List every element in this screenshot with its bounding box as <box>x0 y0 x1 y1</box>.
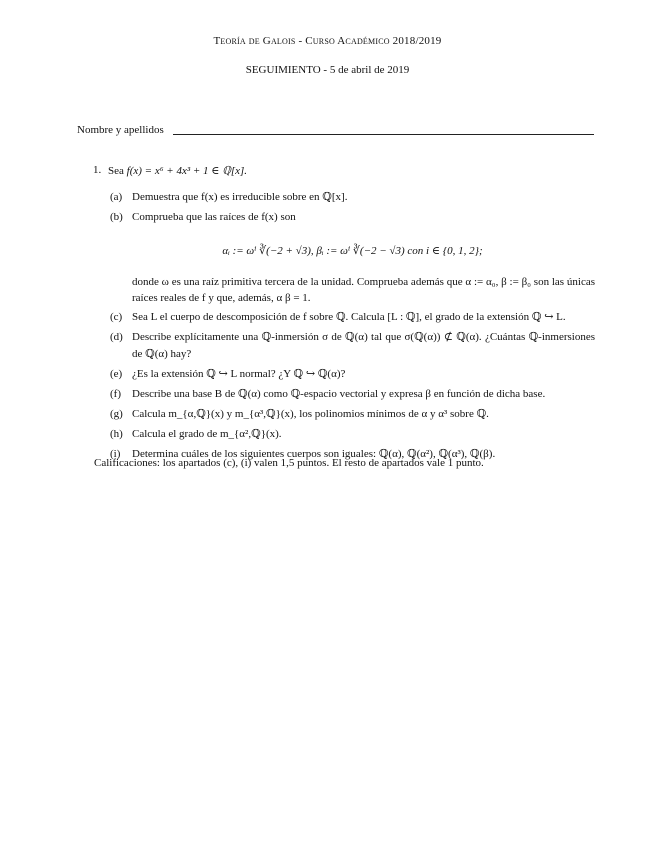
subquestion-c <box>110 309 595 326</box>
subquestion-label: (b) <box>110 211 123 223</box>
problem-statement-math: f(x) = x⁶ + 4x³ + 1 ∈ ℚ[x]. <box>126 165 248 177</box>
problem-statement <box>108 164 247 177</box>
name-row <box>77 124 594 140</box>
subquestion-b <box>110 209 595 226</box>
subquestion-text: Calcula el grado de m_{α²,ℚ}(x). <box>132 428 282 440</box>
subquestion-g <box>110 406 595 423</box>
problem-statement-prefix: Sea <box>108 165 124 177</box>
roots-formula: αᵢ := ωⁱ ∛(−2 + √3), βᵢ := ωⁱ ∛(−2 − √3) con i ∈ {0, 1, 2}; <box>222 245 483 257</box>
subquestion-label: (e) <box>110 368 123 380</box>
subquestion-e <box>110 366 595 383</box>
subquestion-d <box>110 329 595 363</box>
subquestion-text: Calcula m_{α,ℚ}(x) y m_{α³,ℚ}(x), los polinomios mínimos de α y α³ sobre ℚ. <box>132 408 489 420</box>
subquestion-text: Determina cuáles de los siguientes cuerpos son iguales: ℚ(α), ℚ(α²), ℚ(α³), ℚ(β). <box>132 448 496 460</box>
name-blank-line[interactable] <box>173 134 594 135</box>
name-label: Nombre y apellidos <box>77 124 164 136</box>
subquestion-text: ¿Es la extensión ℚ ↪ L normal? ¿Y ℚ ↪ ℚ(α)? <box>132 368 346 380</box>
subquestion-label: (i) <box>110 448 121 460</box>
course-title: Teoría de Galois - Curso Académico 2018/2019 <box>213 35 442 47</box>
subquestion-label: (a) <box>110 191 123 203</box>
subquestion-a <box>110 189 595 206</box>
session-title: SEGUIMIENTO - 5 de abril de 2019 <box>245 64 410 76</box>
subquestion-label: (d) <box>110 331 123 343</box>
subquestion-label: (f) <box>110 388 121 400</box>
subquestion-label: (h) <box>110 428 123 440</box>
subquestion-text: Sea L el cuerpo de descomposición de f sobre ℚ. Calcula [L : ℚ], el grado de la extensión ℚ ↪ L. <box>132 311 566 323</box>
subquestion-b-continuation: donde ω es una raíz primitiva tercera de la unidad. Comprueba además que α := α₀, β := β₀ son las únicas raíces reales de f y que, además, α β = 1. <box>132 276 595 304</box>
subquestion-label: (c) <box>110 311 123 323</box>
subquestion-text: Describe una base B de ℚ(α) como ℚ-espacio vectorial y expresa β en función de dicha base. <box>132 388 546 400</box>
subquestion-label: (g) <box>110 408 123 420</box>
grading-note: Calificaciones: los apartados (c), (i) valen 1,5 puntos. El resto de apartados vale 1 punto. <box>94 457 484 469</box>
subquestion-h <box>110 426 595 443</box>
problem-number: 1. <box>93 164 102 176</box>
subquestion-list <box>110 189 595 466</box>
subquestion-text: Demuestra que f(x) es irreducible sobre en ℚ[x]. <box>132 191 348 203</box>
subquestion-f <box>110 386 595 403</box>
subquestion-text: Comprueba que las raíces de f(x) son <box>132 211 296 223</box>
subquestion-text: Describe explícitamente una ℚ-inmersión σ de ℚ(α) tal que σ(ℚ(α)) ⊄ ℚ(α). ¿Cuántas ℚ-inmersiones de ℚ(α) hay? <box>132 331 595 360</box>
